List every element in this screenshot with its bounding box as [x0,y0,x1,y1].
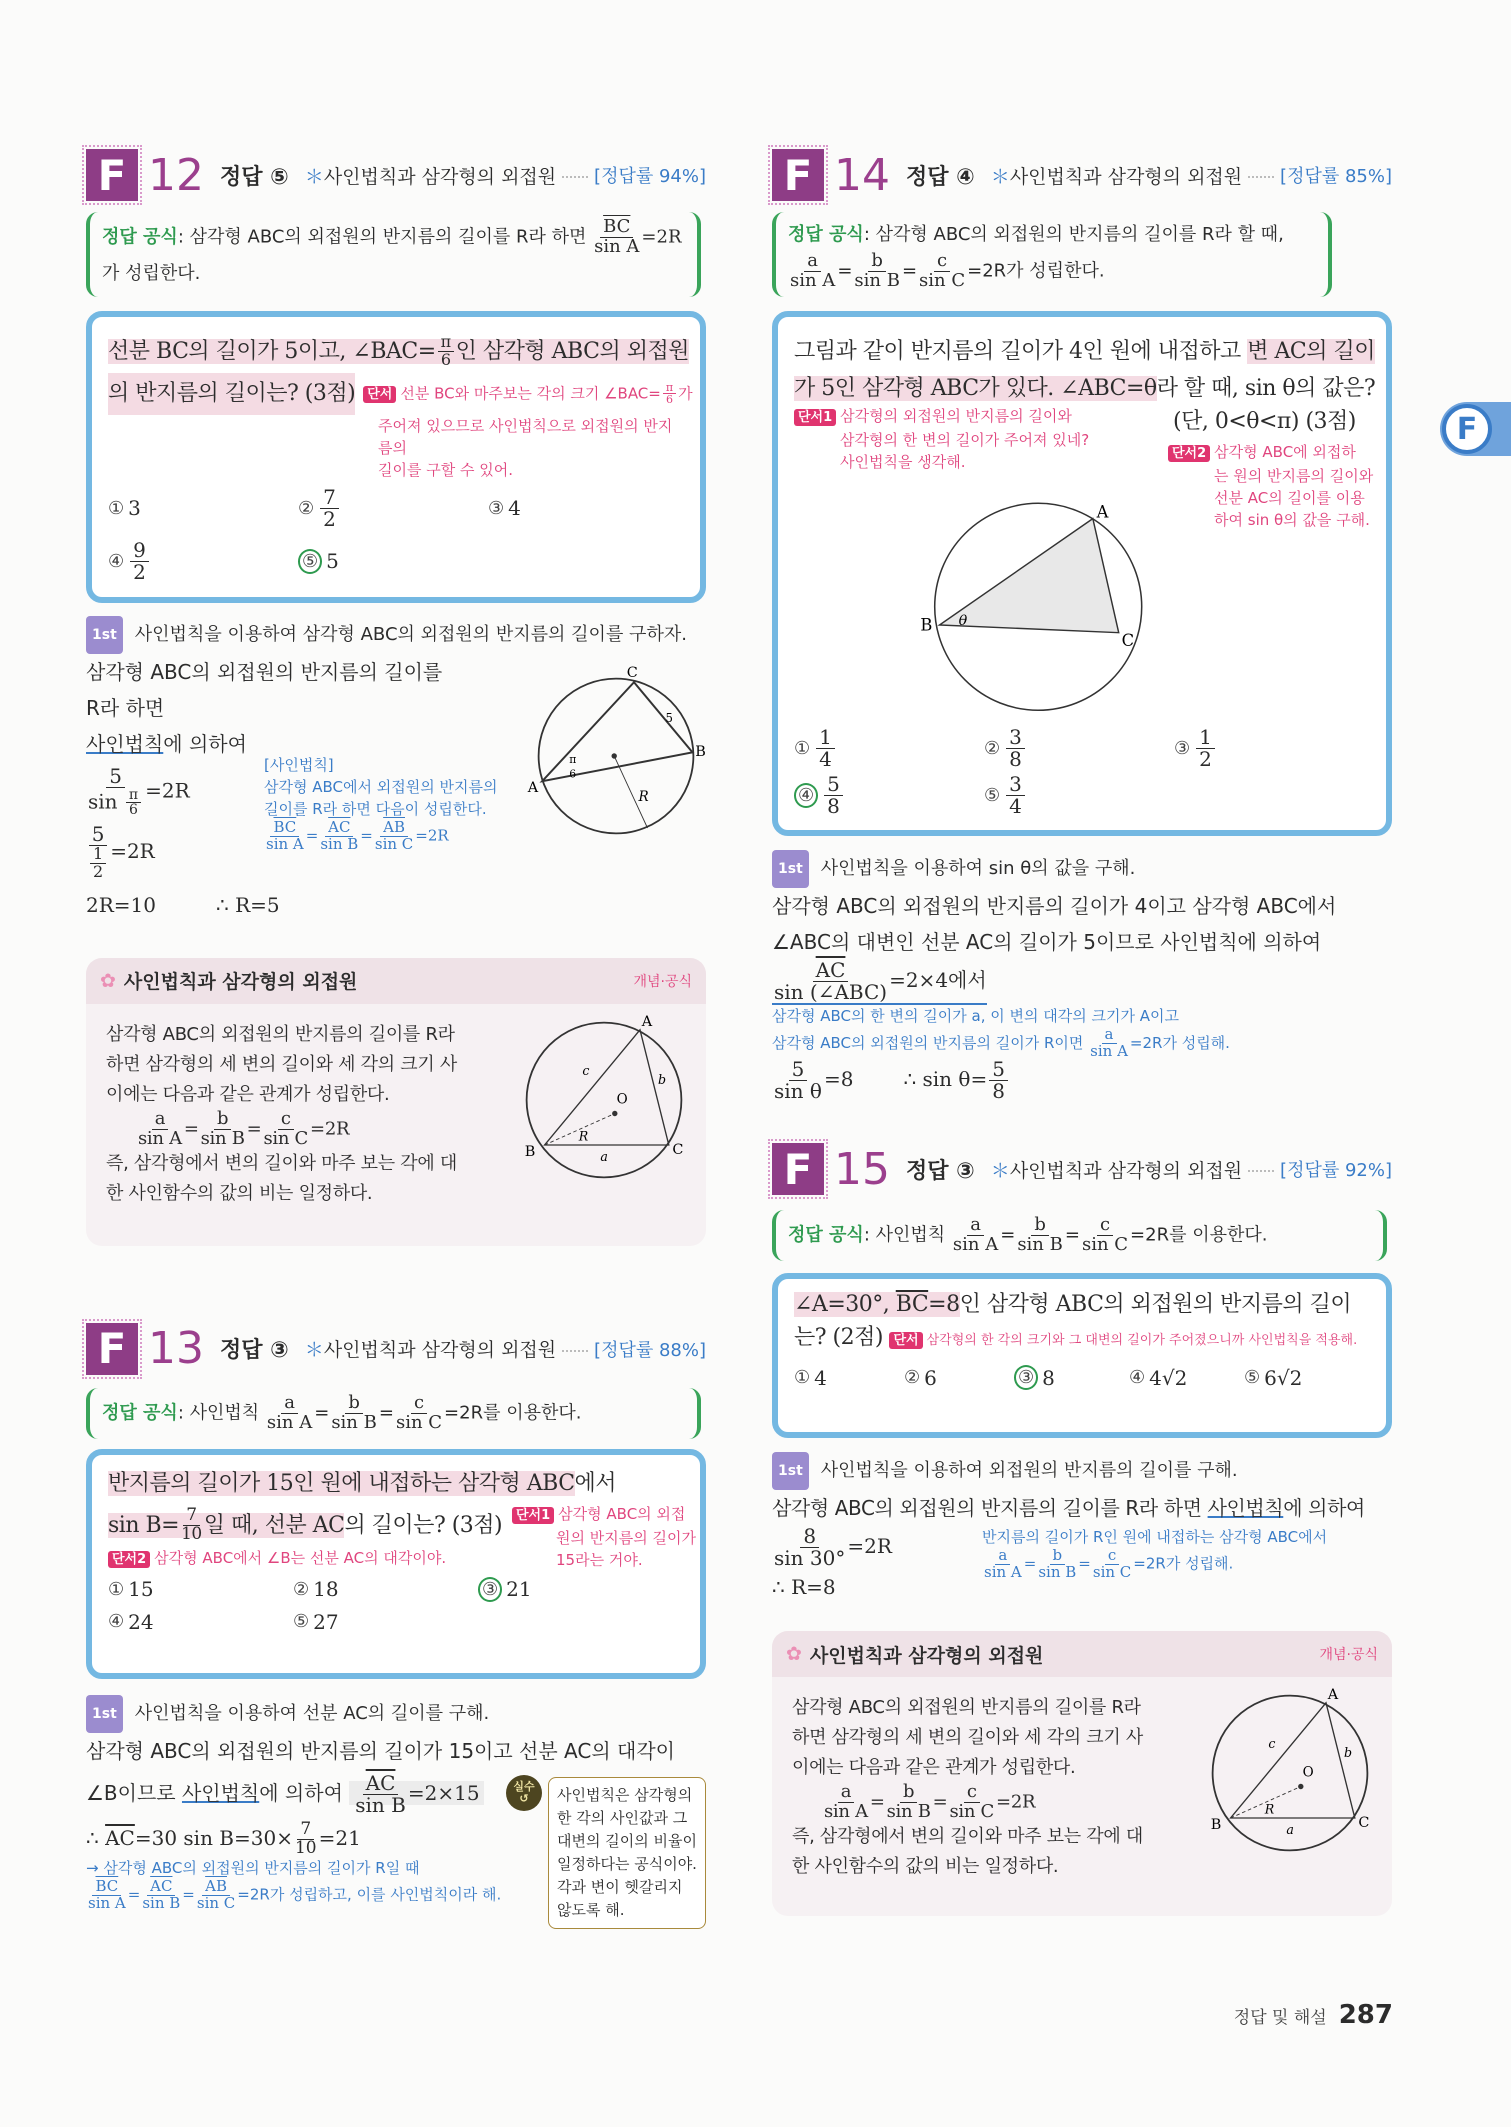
svg-text:c: c [1268,1735,1276,1751]
topic: ＊사인법칙과 삼각형의 외접원 [304,1339,557,1362]
hint-text: 주어져 있으므로 사인법칙으로 외접원의 반지름의 길이를 구할 수 있어. [378,416,673,479]
choice-5-correct: ⑤ 5 [298,540,488,583]
choice-4-correct: ④ $\frac{5}{8}$ [794,774,984,817]
choices: ① $\frac{1}{4}$ ② $\frac{3}{8}$ ③ $\frac{1}{2}$ ④ $\frac{5}{8}$ ⑤ $\frac{3}{4}$ [794,727,1364,817]
svg-text:A: A [1096,502,1109,522]
svg-text:R: R [578,1128,589,1144]
answer-label: 정답 ⑤ [220,164,289,190]
answer-formula-box: 정답 공식: 삼각형 ABC의 외접원의 반지름의 길이를 R라 하면 $\frac{\overline{BC}}{\text{sin A}}$ =2R 가 성립한다. [86,212,701,297]
concept-box-left: ✿ 사인법칙과 삼각형의 외접원 개념·공식 삼각형 ABC의 외접원의 반지름의 길이를 R라 하면 삼각형의 세 변의 길이와 세 각의 크기 사 이에는 다음과 같은 관계가 성립한다. $\frac{a}{\text{sin A}}$ = $\frac{b}{\text{sin B}}$ = $\frac{c}{\text{sin C}}$ =2R 즉, 삼각형에서 변의 길이와 마주 보는 각에 대 한 사인함수의 값의 비는 일정하다. A B C O R a b c [86,958,706,1246]
problem-header-f13 [86,1322,706,1376]
svg-text:C: C [1121,630,1135,650]
topic: ＊사인법칙과 삼각형의 외접원 [990,1159,1243,1182]
svg-text:C: C [1358,1815,1370,1832]
svg-text:O: O [616,1091,628,1108]
concept-figure [514,1010,694,1190]
topic: ＊사인법칙과 삼각형의 외접원 [304,165,557,188]
svg-text:B: B [524,1143,536,1160]
choices: ① 15 ② 18 ③ 21 ④ 24 ⑤ 27 [108,1577,684,1634]
correct-rate: [정답률 94%] [594,166,706,187]
choice-2: ② $\frac{7}{2}$ [298,487,488,530]
sine-law-note: 반지름의 길이가 R인 원에 내접하는 삼각형 ABC에서 $\frac{a}{\text{sin A}}$ = $\frac{b}{\text{sin B}}$ = $\frac{c}{\text{sin C}}$ =2R가 성립해. [982,1528,1328,1581]
problem-box: ∠A=30°, $\overline{BC}=8$인 삼각형 ABC의 외접원의 반지름의 길이 는? (2점) 단서 삼각형의 한 각의 크기와 그 대변의 길이가 주어졌으니까 사인법칙을 적용해. ① 4 ② 6 ③ 8 ④ 4√2 ⑤ 6√2 [772,1273,1392,1438]
step-tag: 1st [86,616,123,654]
problem-box: 반지름의 길이가 15인 원에 내접하는 삼각형 ABC에서 sin B= $\frac{7}{10}$ 일 때, 선분 AC의 길이는? (3점) 단서1 삼각형 ABC의 외접 원의 반지름의 길이가 15라는 거야. 단서2 삼각형 ABC에서 ∠B는 선분 AC의 대각이야. ① 15 ② 18 ③ 21 ④ 24 ⑤ 27 [86,1449,706,1679]
problem-header-f12 [86,148,706,202]
hint-1: 단서1 삼각형 ABC의 외접 원의 반지름의 길이가 15라는 거야. [512,1503,696,1571]
chapter-side-tab: F [1440,402,1511,456]
page-number: 287 [1338,2000,1393,2030]
choice-4: ④ $\frac{9}{2}$ [108,540,298,583]
svg-text:b: b [658,1071,666,1087]
problem-number: 13 [148,1323,204,1375]
section-badge: F [772,149,824,201]
triangle-figure [918,487,1168,717]
page-footer [1234,2000,1393,2030]
svg-text:R: R [638,788,649,805]
svg-text:A: A [641,1013,652,1030]
svg-text:C: C [672,1141,684,1158]
hint-1: 단서1 삼각형의 외접원의 반지름의 길이와 삼각형의 한 변의 길이가 주어져 있네? 사인법칙을 생각해. [794,405,1154,473]
answer-formula-box: 정답 공식: 사인법칙 $\frac{a}{\text{sin A}}$ = $\frac{b}{\text{sin B}}$ = $\frac{c}{\text{sin C}}$ =2R를 이용한다. [86,1388,701,1439]
answer-label: 정답 ④ [906,164,975,190]
footer-label: 정답 및 해설 [1233,2008,1327,2028]
svg-text:B: B [920,615,933,635]
topic: ＊사인법칙과 삼각형의 외접원 [990,165,1243,188]
solution-f12: 1st 사인법칙을 이용하여 삼각형 ABC의 외접원의 반지름의 길이를 구하자. 삼각형 ABC의 외접원의 반지름의 길이를 R라 하면 사인법칙에 의하여 5 sin $\frac{\pi}{6}$ =2R $\frac{5}{\frac{1}{2}}$ =2R 2R=10 ∴ R=5 [사인법칙] 삼각형 ABC에서 외접원의 반지름의 길이를 R라 하면 다음이 성립한다. $\frac{\overline{BC}}{\text{sin A}}$ = $\frac{\overline{AC}}{\text{sin B}}$ = $\frac{\overline{AB}}{\text{sin C}}$ =2R C B A 5 π 6 R [86,616,706,946]
problem-box: 그림과 같이 반지름의 길이가 4인 원에 내접하고 변 AC의 길이 가 5인 삼각형 ABC가 있다. ∠ABC=θ라 할 때, sin θ의 값은? 단서1 삼각형의 외접원의 반지름의 길이와 삼각형의 한 변의 길이가 주어져 있네? 사인법칙을 생각해. (단, 0<θ<π) (3점) 단서2 삼각형 ABC에 외접하 는 원의 반지름의 길이와 선분 AC의 길이를 이용 하여 sin θ의 값을 구해. A B C θ ① $\frac{1}{4}$ ② $\frac{3}{8}$ ③ $\frac{1}{2}$ ④ $\frac{5}{8}$ ⑤ $\frac{3}{4}$ [772,311,1392,836]
problem-number: 15 [834,1143,890,1195]
answer-formula-box: 정답 공식: 삼각형 ABC의 외접원의 반지름의 길이를 R라 할 때, $\frac{a}{\text{sin A}}$ = $\frac{b}{\text{sin B}}$ = $\frac{c}{\text{sin C}}$ =2R가 성립한다. [772,212,1332,297]
choices: ① 4 ② 6 ③ 8 ④ 4√2 ⑤ 6√2 [794,1365,1303,1390]
problem-header-f14 [772,148,1392,202]
answer-label: 정답 ③ [220,1338,289,1364]
correct-rate: [정답률 85%] [1280,166,1392,187]
svg-text:6: 6 [569,767,577,781]
choice-1: ① 3 [108,496,141,521]
answer-formula-box: 정답 공식: 사인법칙 $\frac{a}{\text{sin A}}$ = $\frac{b}{\text{sin B}}$ = $\frac{c}{\text{sin C}}$ =2R를 이용한다. [772,1210,1387,1261]
choice-3-correct: ③ 8 [1014,1365,1129,1390]
svg-text:O: O [1302,1764,1314,1781]
svg-text:B: B [695,743,706,760]
problem-number: 14 [834,149,890,201]
concept-box-right: ✿ 사인법칙과 삼각형의 외접원 개념·공식 삼각형 ABC의 외접원의 반지름의 길이를 R라 하면 삼각형의 세 변의 길이와 세 각의 크기 사 이에는 다음과 같은 관계가 성립한다. $\frac{a}{\text{sin A}}$ = $\frac{b}{\text{sin B}}$ = $\frac{c}{\text{sin C}}$ =2R 즉, 삼각형에서 변의 길이와 마주 보는 각에 대 한 사인함수의 값의 비는 일정하다. A B C O R a b c [772,1631,1392,1916]
solution-f13: 1st 사인법칙을 이용하여 선분 AC의 길이를 구해. 삼각형 ABC의 외접원의 반지름의 길이가 15이고 선분 AC의 대각이 ∠B이므로 사인법칙에 의하여 $\frac{\overline{AC}}{\text{sin B}}$ =2×15 ∴ $\overline{AC}=30$ sin B=30× $\frac{7}{10}$ =21 → 삼각형 ABC의 외접원의 반지름의 길이가 R일 때 $\frac{\overline{BC}}{\text{sin A}}$ = $\frac{\overline{AC}}{\text{sin B}}$ = $\frac{\overline{AB}}{\text{sin C}}$ =2R가 성립하고, 이를 사인법칙이라 해. 실수 ↺ 사인법칙은 삼각형의 한 각의 사인값과 그 대변의 길이의 비율이 일정하다는 공식이야. 각과 변이 헷갈리지 않도록 해. [86,1695,706,1912]
leader-dots [562,176,588,178]
flower-icon: ✿ [786,1643,802,1666]
svg-text:5: 5 [665,710,673,725]
right-column [772,148,1392,1916]
svg-text:R: R [1264,1801,1275,1817]
solution-f14: 1st 사인법칙을 이용하여 sin θ의 값을 구해. 삼각형 ABC의 외접원의 반지름의 길이가 4이고 삼각형 ABC에서 ∠ABC의 대변인 선분 AC의 길이가 5이므로 사인법칙에 의하여 $\frac{\overline{AC}}{\text{sin (∠ABC)}}$ =2×4에서 삼각형 ABC의 한 변의 길이가 a, 이 변의 대각의 크기가 A이고 삼각형 ABC의 외접원의 반지름의 길이가 R이면 $\frac{a}{\text{sin A}}$ =2R가 성립해. $\frac{5}{\text{sin θ}}$ =8 ∴ sin θ= $\frac{5}{8}$ [772,850,1392,1103]
hint-2: 단서2 삼각형 ABC에 외접하 는 원의 반지름의 길이와 선분 AC의 길이를 이용 하여 sin θ의 값을 구해. [1168,441,1382,531]
section-badge: F [86,1323,138,1375]
svg-text:a: a [600,1148,608,1164]
choice-3-correct: ③ 21 [478,1577,663,1602]
concept-figure [1200,1683,1380,1863]
problem-header-f15 [772,1142,1392,1196]
correct-rate: [정답률 92%] [1280,1160,1392,1182]
sine-law-note: [사인법칙] 삼각형 ABC에서 외접원의 반지름의 길이를 R라 하면 다음이 성립한다. $\frac{\overline{BC}}{\text{sin A}}$ = $\frac{\overline{AC}}{\text{sin B}}$ = $\frac{\overline{AB}}{\text{sin C}}$ =2R [264,755,498,853]
svg-text:A: A [527,779,539,796]
svg-text:A: A [1327,1687,1338,1704]
svg-text:b: b [1344,1744,1352,1760]
choices [108,484,684,584]
solution-f15: 1st 사인법칙을 이용하여 외접원의 반지름의 길이를 구해. 삼각형 ABC의 외접원의 반지름의 길이를 R라 하면 사인법칙에 의하여 $\frac{8}{\sin 30^\circ}$ =2R ∴ R=8 반지름의 길이가 R인 원에 내접하는 삼각형 ABC에서 $\frac{a}{\text{sin A}}$ = $\frac{b}{\text{sin B}}$ = $\frac{c}{\text{sin C}}$ =2R가 성립해. [772,1452,1392,1617]
flower-icon: ✿ [100,969,116,992]
question-text: 선분 BC의 길이가 5이고, ∠BAC= $\frac{\pi}{6}$ 인 삼각형 ABC의 외접원 [108,332,689,370]
choice-3: ③ 4 [488,496,521,521]
answer-label: 정답 ③ [906,1158,975,1184]
svg-text:B: B [1210,1816,1222,1833]
svg-text:θ: θ [958,612,968,629]
hint-2: 단서2 삼각형 ABC에서 ∠B는 선분 AC의 대각이야. [108,1547,684,1571]
section-badge: F [772,1143,824,1195]
svg-text:π: π [569,752,577,766]
svg-text:C: C [626,665,638,681]
sine-law-note: → 삼각형 ABC의 외접원의 반지름의 길이가 R일 때 $\frac{\overline{BC}}{\text{sin A}}$ = $\frac{\overline{AC}}{\text{sin B}}$ = $\frac{\overline{AB}}{\text{sin C}}$ =2R가 성립하고, 이를 사인법칙이라 해. [86,1859,502,1913]
section-badge: F [86,149,138,201]
mistake-icon: 실수 ↺ [506,1775,542,1811]
svg-text:a: a [1286,1822,1294,1838]
circle-figure [526,666,706,846]
svg-text:c: c [582,1062,590,1078]
problem-number: 12 [148,149,204,201]
problem-box: 선분 BC의 길이가 5이고, ∠BAC= $\frac{\pi}{6}$ 인 삼각형 ABC의 외접원 의 반지름의 길이는? (3점) 단서 선분 BC와 마주보는 각의 크기 ∠BAC= $\frac{\pi}{6}$ 가 주어져 있으므로 사인법칙으로 외접원의 반지름의 길이를 구할 수 있어. ① 3 ② $\frac{7}{2}$ ③ 4 ④ $\frac{9}{2}$ ⑤ 5 [86,311,706,603]
correct-rate: [정답률 88%] [594,1339,706,1361]
left-column [86,148,706,1919]
mistake-note: 사인법칙은 삼각형의 한 각의 사인값과 그 대변의 길이의 비율이 일정하다는 공식이야. 각과 변이 헷갈리지 않도록 해. [548,1777,706,1929]
